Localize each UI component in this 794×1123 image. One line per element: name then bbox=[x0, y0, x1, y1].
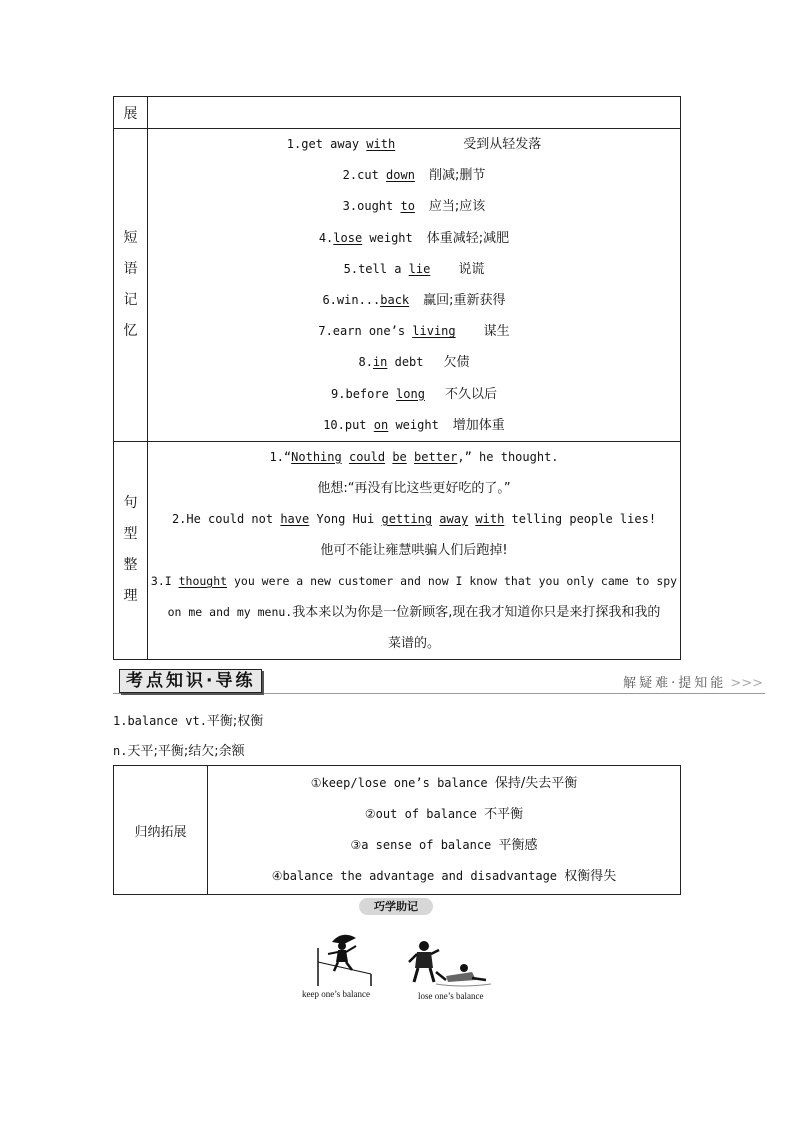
row-label-top: 展 bbox=[114, 97, 148, 129]
phrases-label-char: 短 bbox=[123, 229, 138, 246]
summary-item: ②out of balance 不平衡 bbox=[364, 807, 524, 822]
sentences-label bbox=[114, 441, 148, 659]
phrase-item: 5.tell a lie 说谎 bbox=[343, 261, 485, 277]
phrases-sentences-table bbox=[113, 96, 681, 660]
sentences-label-char: 句 bbox=[123, 495, 138, 512]
phrase-item: 3.ought to 应当;应该 bbox=[342, 199, 486, 215]
sentences-label-char: 型 bbox=[123, 526, 138, 543]
sentence-2-en: 2.He could not have Yong Hui getting away with telling people lies! bbox=[171, 511, 657, 526]
summary-item: ③a sense of balance 平衡感 bbox=[350, 838, 538, 853]
phrase-item: 9.before long 不久以后 bbox=[331, 386, 497, 402]
sentence-3-line2: on me and my menu.我本来以为你是一位新顾客,现在我才知道你只是来打探我和我的 bbox=[167, 604, 661, 620]
summary-table bbox=[113, 765, 681, 895]
phrase-item: 4.lose weight 体重减轻;减肥 bbox=[318, 230, 510, 246]
memory-aid-badge: 巧学助记 bbox=[359, 898, 433, 915]
banner-rule bbox=[113, 693, 765, 694]
phrases-label-char: 忆 bbox=[123, 322, 138, 339]
phrase-item: 10.put on weight 增加体重 bbox=[323, 417, 505, 433]
entry-line-2: n.天平;平衡;结欠;余额 bbox=[113, 744, 245, 759]
sentence-2-zh: 他可不能让雍慧哄骗人们后跑掉! bbox=[320, 542, 508, 558]
summary-label: 归纳拓展 bbox=[114, 766, 208, 895]
phrases-cell bbox=[148, 129, 681, 442]
summary-item: ④balance the advantage and disadvantage 权衡得失 bbox=[271, 869, 617, 884]
caption-lose-balance: lose one’s balance bbox=[418, 991, 484, 1001]
caption-keep-balance: keep one’s balance bbox=[302, 989, 370, 999]
sentence-1-en: 1.“Nothing could be better,” he thought. bbox=[269, 449, 559, 464]
section-subtitle: 解疑难·提知能 >>> bbox=[617, 672, 763, 691]
sentence-1-zh: 他想:“再没有比这些更好吃的了。” bbox=[317, 480, 511, 496]
phrases-label-char: 记 bbox=[123, 291, 138, 308]
section-title: 考点知识·导练 bbox=[119, 669, 262, 693]
arrows-icon: >>> bbox=[730, 676, 763, 691]
tightrope-walker-icon bbox=[318, 935, 371, 986]
phrase-item: 7.earn one’s living 谋生 bbox=[318, 324, 510, 340]
phrases-label bbox=[114, 129, 148, 442]
section-banner bbox=[113, 668, 765, 696]
phrase-item: 2.cut down 削减;删节 bbox=[342, 168, 486, 184]
sentences-cell bbox=[148, 441, 681, 659]
sentence-3-line3: 菜谱的。 bbox=[387, 635, 440, 651]
row-top-content bbox=[148, 97, 681, 129]
sentences-label-char: 整 bbox=[123, 557, 138, 574]
sentence-3-line1: 3.I thought you were a new customer and now I know that you only came to spy bbox=[150, 573, 678, 588]
phrases-label-char: 语 bbox=[123, 260, 138, 277]
summary-item: ①keep/lose one’s balance 保持/失去平衡 bbox=[310, 776, 578, 791]
falling-person-icon bbox=[409, 941, 491, 986]
phrase-item: 1.get away with 受到从轻发落 bbox=[286, 137, 542, 152]
phrase-item: 6.win...back 赢回;重新获得 bbox=[322, 292, 506, 308]
phrase-item: 8.in debt 欠债 bbox=[358, 355, 470, 371]
entry-line-1: 1.balance vt.平衡;权衡 bbox=[113, 714, 264, 729]
sentences-label-char: 理 bbox=[123, 588, 138, 605]
summary-items bbox=[208, 766, 681, 895]
